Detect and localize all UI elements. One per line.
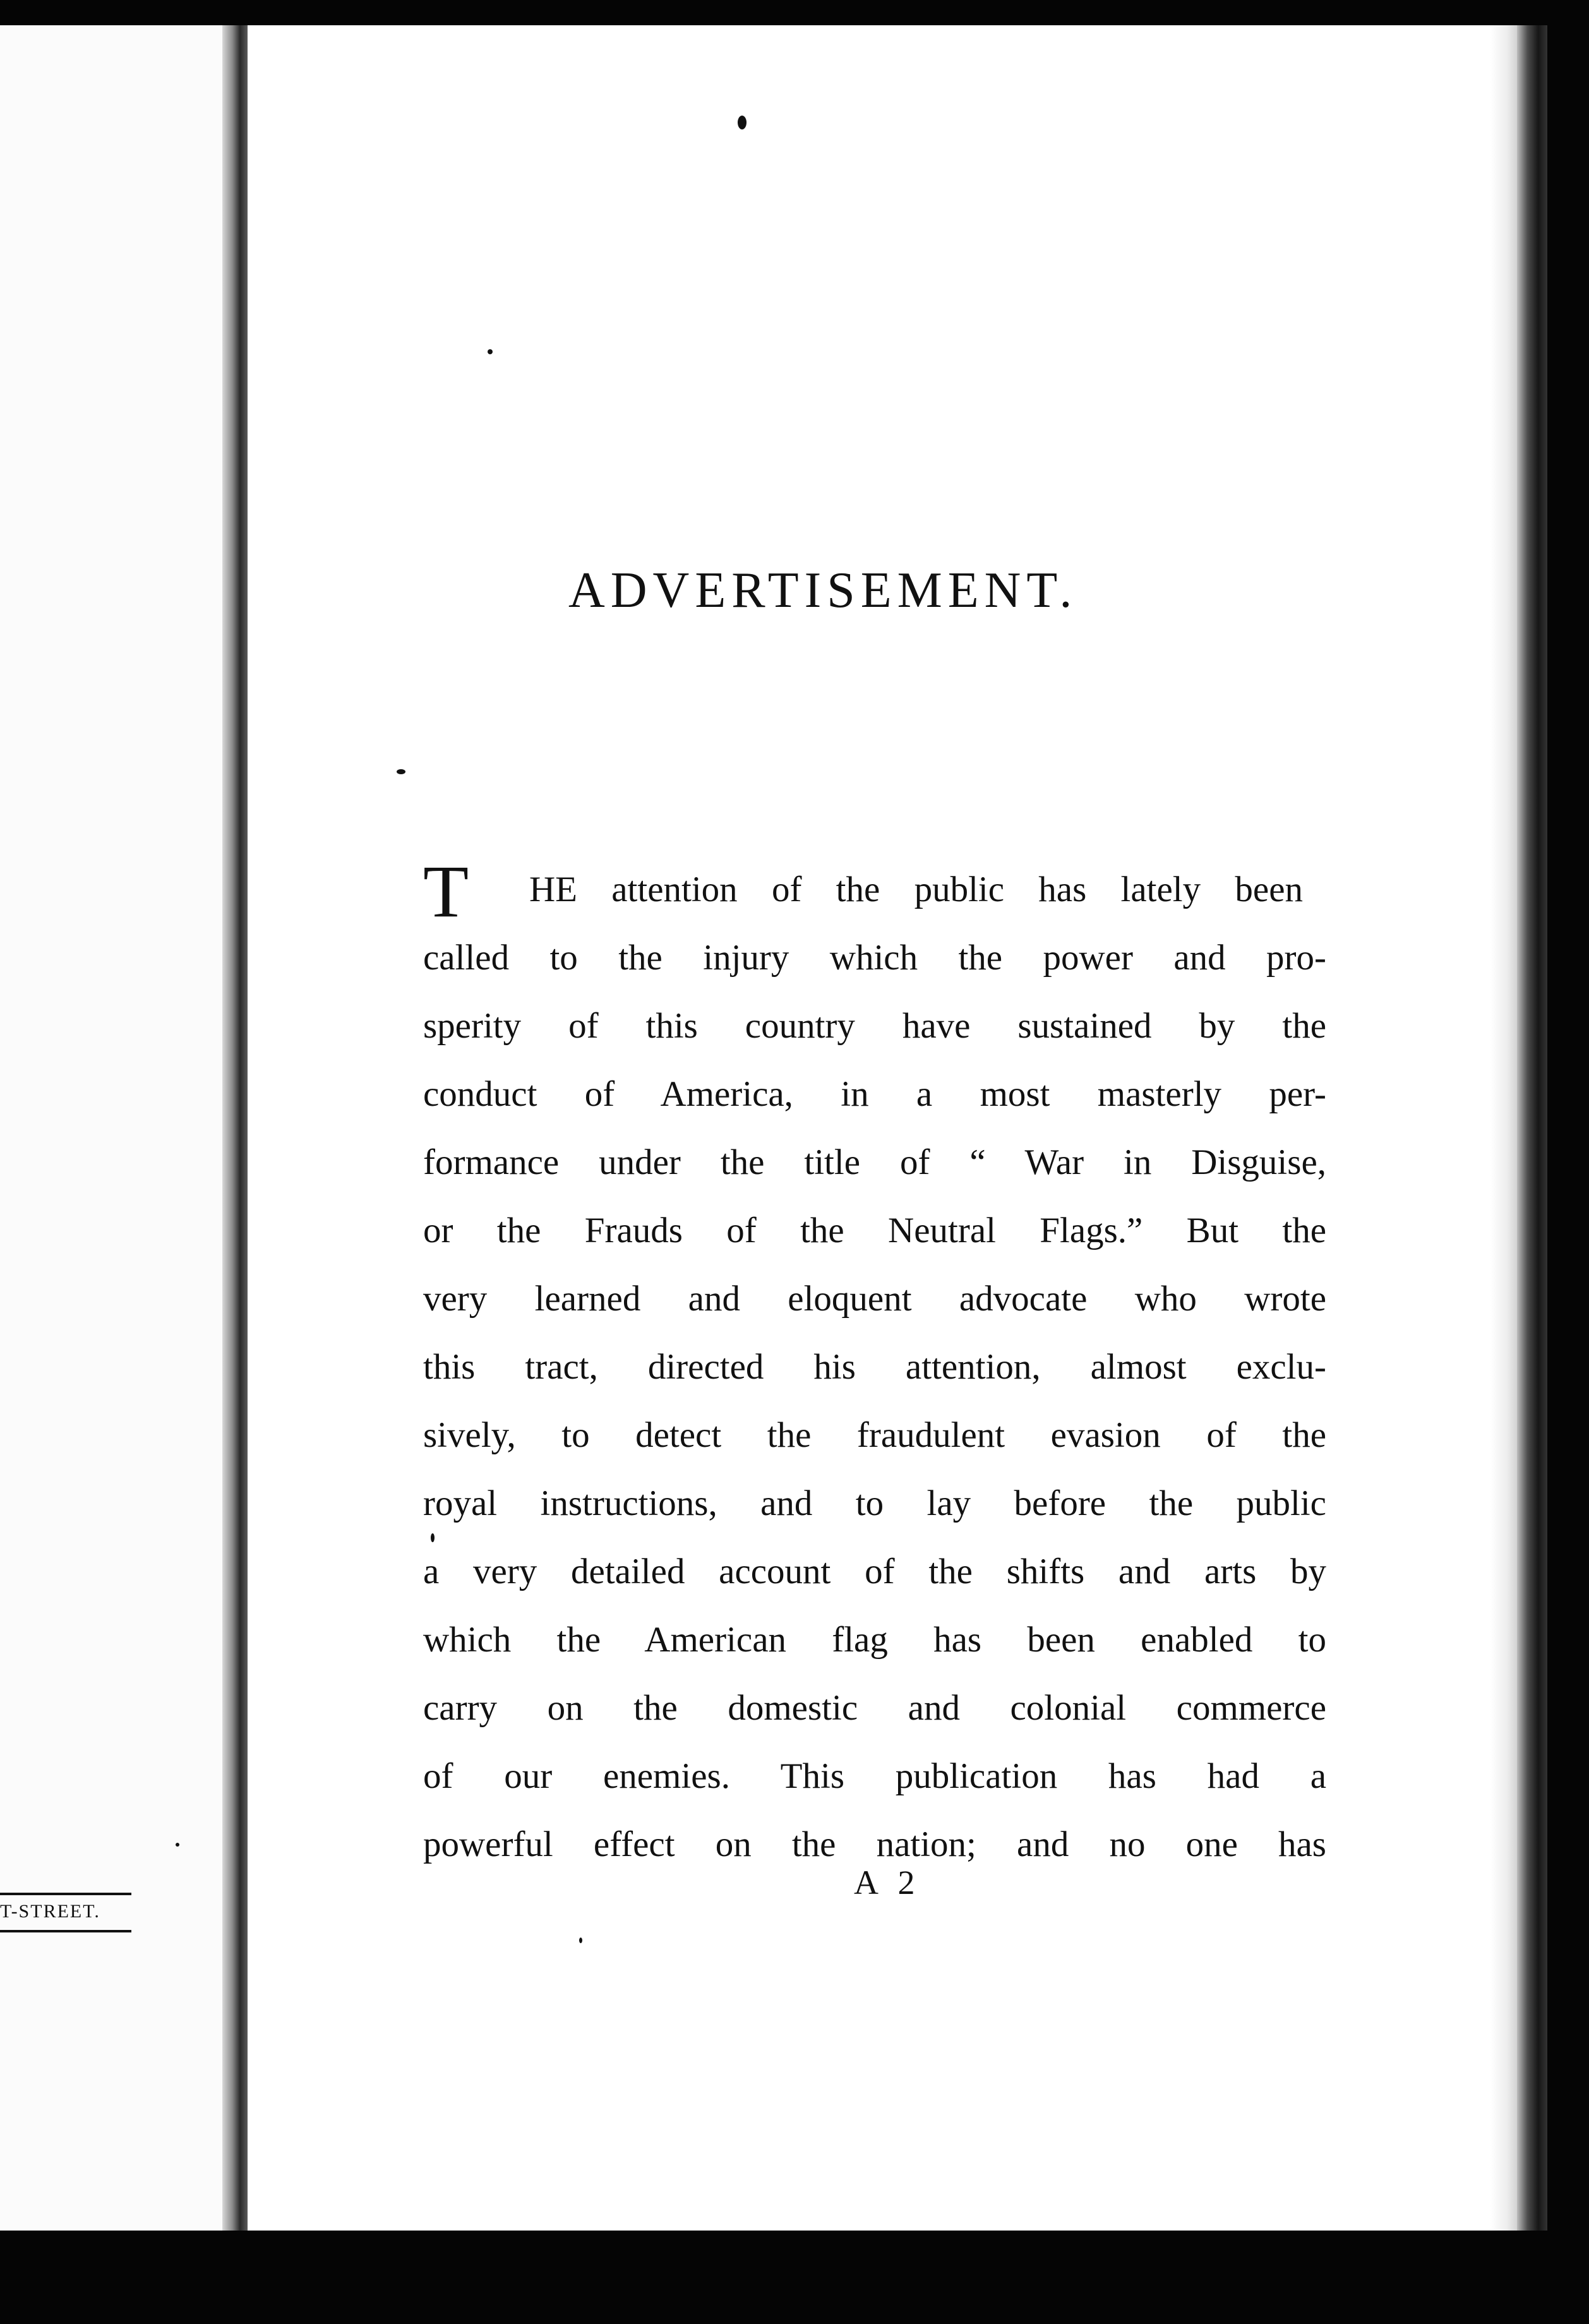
ink-speck bbox=[397, 769, 405, 774]
text-line: formance under the title of “ War in Disguise, bbox=[423, 1142, 1326, 1182]
left-page-gutter bbox=[222, 25, 248, 2231]
text-line: carry on the domestic and colonial commerce bbox=[423, 1688, 1326, 1728]
left-page bbox=[0, 25, 243, 2231]
text-line: a very detailed account of the shifts and arts by bbox=[423, 1552, 1326, 1591]
text-line: conduct of America, in a most masterly per- bbox=[423, 1074, 1326, 1114]
text-line: royal instructions, and to lay before the public bbox=[423, 1483, 1326, 1523]
ink-speck bbox=[431, 1533, 435, 1542]
page-edge-shadow bbox=[1490, 25, 1518, 2231]
text-line: very learned and eloquent advocate who wrote bbox=[423, 1279, 1326, 1319]
imprint-fragment: T-STREET. bbox=[0, 1901, 100, 1922]
text-line: powerful effect on the nation; and no one has bbox=[423, 1824, 1326, 1864]
text-line: which the American flag has been enabled to bbox=[423, 1620, 1326, 1660]
text-line: sively, to detect the fraudulent evasion of the bbox=[423, 1415, 1326, 1455]
ink-speck bbox=[738, 116, 747, 129]
text-line: of our enemies. This publication has had a bbox=[423, 1756, 1326, 1796]
text-line: this tract, directed his attention, almost exclu- bbox=[423, 1347, 1326, 1387]
ink-speck bbox=[176, 1843, 179, 1847]
text-line: HE attention of the public has lately been bbox=[529, 870, 1303, 909]
ink-speck bbox=[579, 1938, 582, 1943]
text-line: called to the injury which the power and pro- bbox=[423, 938, 1326, 978]
signature-mark: A 2 bbox=[854, 1864, 921, 1902]
drop-cap: T bbox=[423, 850, 469, 933]
text-line: or the Frauds of the Neutral Flags.” But the bbox=[423, 1211, 1326, 1250]
imprint-rule-bottom bbox=[0, 1930, 131, 1932]
book-fore-edge bbox=[1517, 25, 1547, 2231]
page-title: ADVERTISEMENT. bbox=[568, 563, 1078, 618]
text-line: sperity of this country have sustained by the bbox=[423, 1006, 1326, 1046]
imprint-rule-top bbox=[0, 1893, 131, 1895]
ink-speck bbox=[488, 349, 493, 354]
